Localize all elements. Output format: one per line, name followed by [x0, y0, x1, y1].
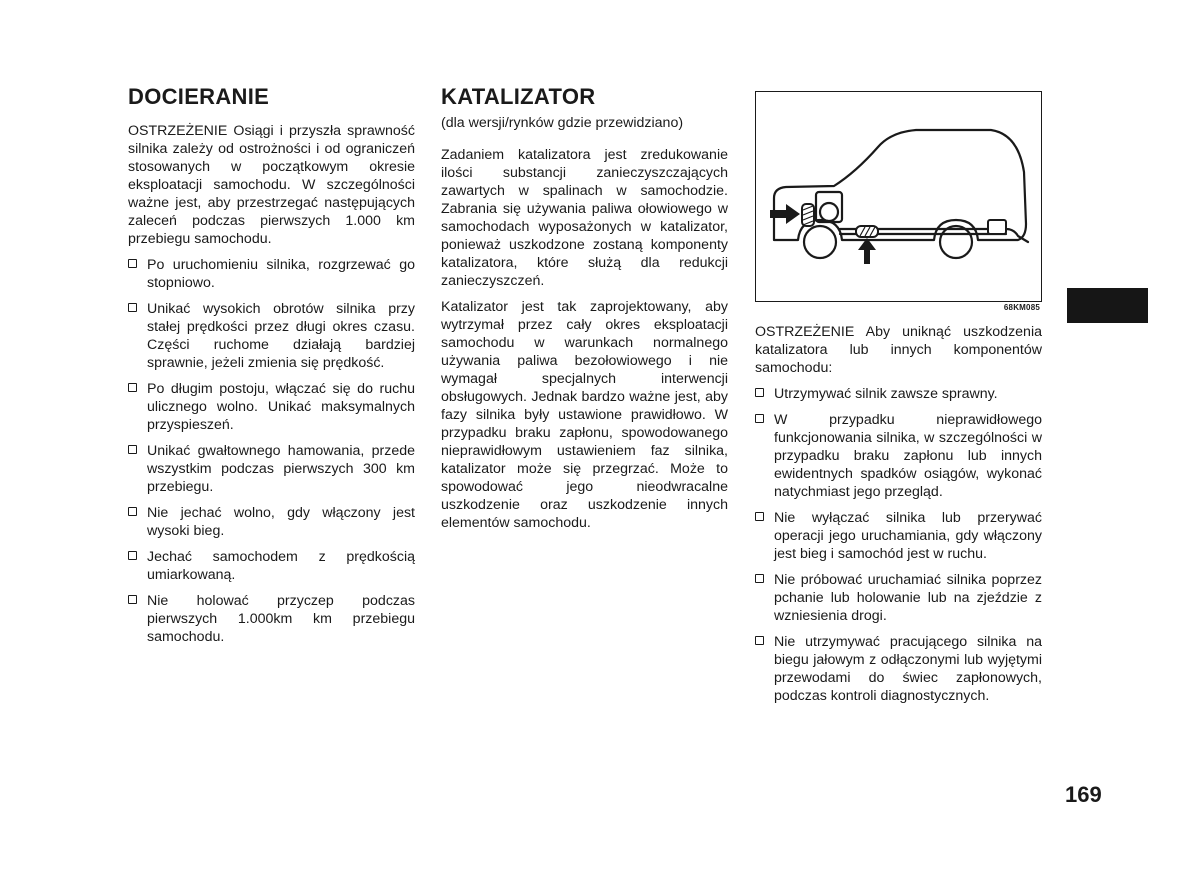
checkbox-bullet-icon	[128, 445, 137, 454]
list-item: Nie jechać wolno, gdy włączony jest wysoki bieg.	[128, 504, 415, 540]
list-item: Po uruchomieniu silnika, rozgrzewać go stopniowo.	[128, 256, 415, 292]
figure-code: 68KM085	[1003, 303, 1040, 312]
recommendation-list	[128, 256, 415, 646]
checkbox-bullet-icon	[128, 595, 137, 604]
checkbox-bullet-icon	[128, 303, 137, 312]
list-item: Nie próbować uruchamiać silnika poprzez pchanie lub holowanie lub na zjeździe z wzniesienia drogi.	[755, 571, 1042, 625]
list-item: Nie utrzymywać pracującego silnika na biegu jałowym z odłączonymi lub wyjętymi przewodami do świec zapłonowych, podczas kontroli diagnostycznych.	[755, 633, 1042, 705]
checkbox-bullet-icon	[128, 551, 137, 560]
list-item: Nie holować przyczep podczas pierwszych 1.000km km przebiegu samochodu.	[128, 592, 415, 646]
heading-katalizator: KATALIZATOR	[441, 84, 596, 109]
chapter-tab	[1067, 288, 1148, 323]
checkbox-bullet-icon	[755, 414, 764, 423]
page-number: 169	[1065, 782, 1102, 807]
list-item: Unikać wysokich obrotów silnika przy stałej prędkości przez długi okres czasu. Części ruchome działają bardziej sprawnie, jeżeli zmienia się prędkość.	[128, 300, 415, 372]
checkbox-bullet-icon	[755, 574, 764, 583]
list-item: Unikać gwałtownego hamowania, przede wszystkim podczas pierwszych 300 km przebiegu.	[128, 442, 415, 496]
section-docieranie	[128, 84, 415, 654]
checkbox-bullet-icon	[128, 259, 137, 268]
list-item: Utrzymywać silnik zawsze sprawny.	[755, 385, 1042, 403]
list-item: W przypadku nieprawidłowego funkcjonowania silnika, w szczególności w przypadku braku zapłonu lub innych ewidentnych spadków osiągów, wykonać natychmiast jego przegląd.	[755, 411, 1042, 501]
checkbox-bullet-icon	[128, 507, 137, 516]
section-warnings	[755, 88, 1042, 713]
paragraph: Katalizator jest tak zaprojektowany, aby wytrzymał przez cały okres eksploatacji samochodu w warunkach normalnego używania paliwa bezołowiowego i nie wymagał specjalnych interwencji obsługowych. Jednak bardzo ważne jest, aby fazy silnika były ustawione prawidłowo. W przypadku braku zapłonu, spowodowanego nieprawidłowym ustawieniem faz silnika, katalizator może się przegrzać. Może to spowodować jego nieodwracalne uszkodzenie oraz uszkodzenie innych elementów samochodu.	[441, 299, 728, 531]
subtitle: (dla wersji/rynków gdzie przewidziano)	[441, 115, 684, 131]
section-katalizator	[441, 84, 728, 540]
heading-docieranie: DOCIERANIE	[128, 84, 270, 109]
checkbox-bullet-icon	[755, 636, 764, 645]
catalyst-illustration	[755, 91, 1042, 302]
warning-paragraph: OSTRZEŻENIE Osiągi i przyszła sprawność silnika zależy od ostrożności i od ograniczeń stosowanych w początkowym okresie eksploatacji samochodu. W szczególności ważne jest, aby przestrzegać następujących zaleceń podczas pierwszych 1.000 km przebiegu samochodu.	[128, 123, 415, 247]
list-item: Po długim postoju, włączać się do ruchu ulicznego wolno. Unikać maksymalnych przyspieszeń.	[128, 380, 415, 434]
checkbox-bullet-icon	[755, 388, 764, 397]
warning-paragraph: OSTRZEŻENIE Aby uniknąć uszkodzenia katalizatora lub innych komponentów samochodu:	[755, 324, 1042, 376]
paragraph: Zadaniem katalizatora jest zredukowanie ilości substancji zanieczyszczających zawartych w spalinach w samochodzie. Zabrania się używania paliwa ołowiowego w samochodach wyposażonych w katalizator, ponieważ uszkodzone zostaną komponenty katalizatora, które służą dla redukcji zanieczyszczeń.	[441, 147, 728, 289]
checkbox-bullet-icon	[128, 383, 137, 392]
checkbox-bullet-icon	[755, 512, 764, 521]
warning-list	[755, 385, 1042, 705]
list-item: Nie wyłączać silnika lub przerywać operacji jego uruchamiania, gdy włączony jest bieg i samochód jest w ruchu.	[755, 509, 1042, 563]
list-item: Jechać samochodem z prędkością umiarkowaną.	[128, 548, 415, 584]
car-exhaust-diagram-icon	[756, 92, 1041, 301]
